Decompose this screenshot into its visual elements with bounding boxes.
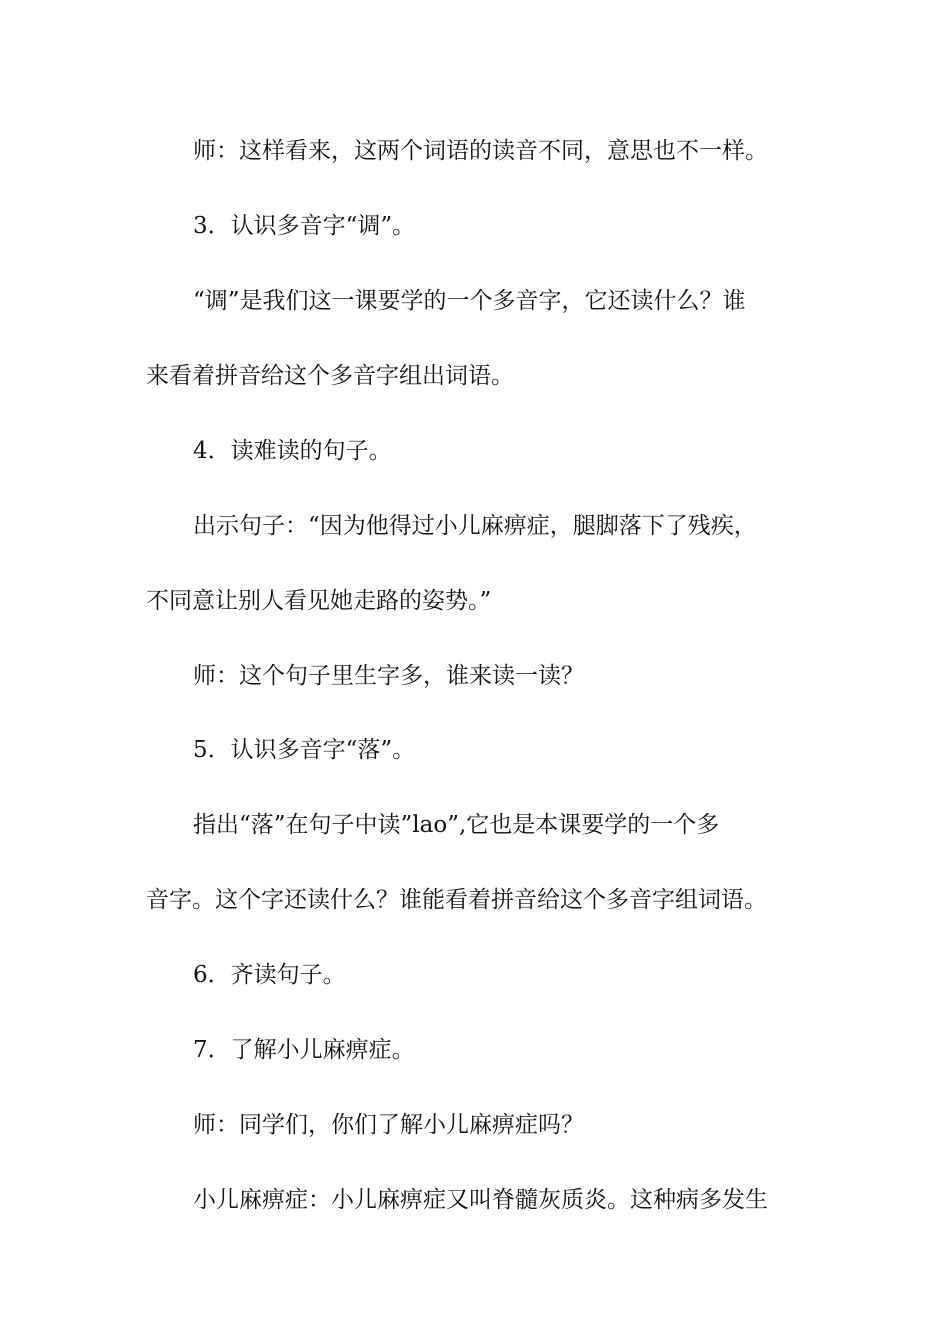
paragraph-line: 师：同学们，你们了解小儿麻痹症吗？ [193,1112,584,1138]
paragraph-line: “调”是我们这一课要学的一个多音字，它还读什么？谁 [193,288,746,314]
paragraph-line: 来看着拼音给这个多音字组出词语。 [146,363,514,389]
section-heading: 6．齐读句子。 [193,962,346,988]
section-heading: 5．认识多音字“落”。 [193,737,416,763]
paragraph-line: 出示句子：“因为他得过小儿麻痹症，腿脚落下了残疾， [193,513,757,539]
section-heading: 3．认识多音字“调”。 [193,213,416,239]
paragraph-line: 不同意让别人看见她走路的姿势。” [146,588,492,614]
section-heading: 7．了解小儿麻痹症。 [193,1037,415,1063]
paragraph-line: 指出“落”在句子中读”lao”,它也是本课要学的一个多 [193,812,720,838]
section-heading: 4．读难读的句子。 [193,438,392,464]
paragraph-line: 师：这样看来，这两个词语的读音不同，意思也不一样。 [193,138,768,164]
paragraph-line: 师：这个句子里生字多，谁来读一读？ [193,663,584,689]
paragraph-line: 音字。这个字还读什么？谁能看着拼音给这个多音字组词语。 [146,887,767,913]
paragraph-line: 小儿麻痹症：小儿麻痹症又叫脊髓灰质炎。这种病多发生 [193,1187,768,1213]
